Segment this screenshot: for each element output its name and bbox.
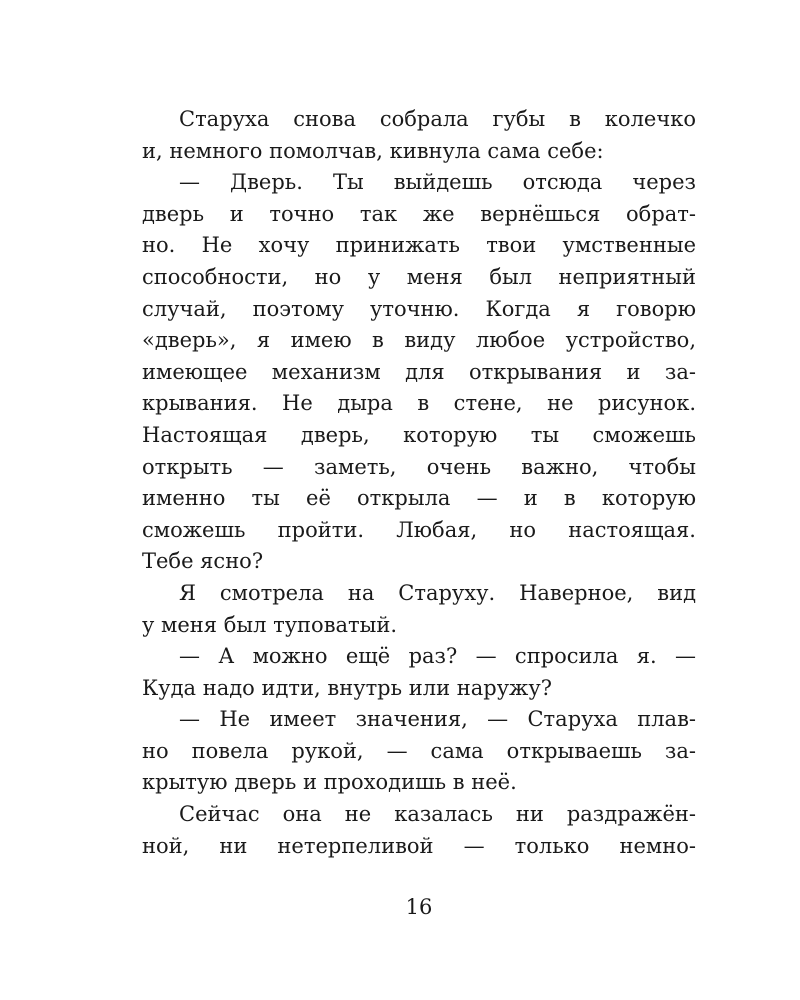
text-line: сможешь пройти. Любая, но настоящая. <box>142 517 696 542</box>
text-line: у меня был туповатый. <box>142 612 398 637</box>
text-line: но повела рукой, — сама открываешь за- <box>142 738 696 763</box>
text-line: имеющее механизм для открывания и за- <box>142 359 696 384</box>
text-line: Старуха снова собрала губы в колечко <box>179 107 696 131</box>
text-line: способности, но у меня был неприятный <box>142 264 696 289</box>
text-line: но. Не хочу принижать твои умственные <box>142 233 696 258</box>
text-line: именно ты её открыла — и в которую <box>142 486 696 511</box>
body-text <box>142 104 696 862</box>
text-line: ной, ни нетерпеливой — только немно- <box>142 833 696 858</box>
text-line: и, немного помолчав, кивнула сама себе: <box>142 138 604 163</box>
text-line: — Не имеет значения, — Старуха плав- <box>179 707 696 732</box>
text-line: Тебе ясно? <box>142 549 264 574</box>
text-line: — А можно ещё раз? — спросила я. — <box>179 644 696 669</box>
text-line: «дверь», я имею в виду любое устройство, <box>142 328 696 353</box>
text-line: Сейчас она не казалась ни раздражён- <box>179 802 696 827</box>
text-line: крытую дверь и проходишь в неё. <box>142 770 517 795</box>
text-line: Настоящая дверь, которую ты сможешь <box>142 422 696 447</box>
text-line: случай, поэтому уточню. Когда я говорю <box>142 296 696 321</box>
page-number: 16 <box>405 895 433 919</box>
text-line: открыть — заметь, очень важно, чтобы <box>142 454 696 479</box>
text-line: дверь и точно так же вернёшься обрат- <box>142 201 696 226</box>
text-line: Куда надо идти, внутрь или наружу? <box>142 675 552 700</box>
text-line: крывания. Не дыра в стене, не рисунок. <box>142 391 696 416</box>
text-line: — Дверь. Ты выйдешь отсюда через <box>179 170 696 195</box>
text-line: Я смотрела на Старуху. Наверное, вид <box>179 580 696 605</box>
